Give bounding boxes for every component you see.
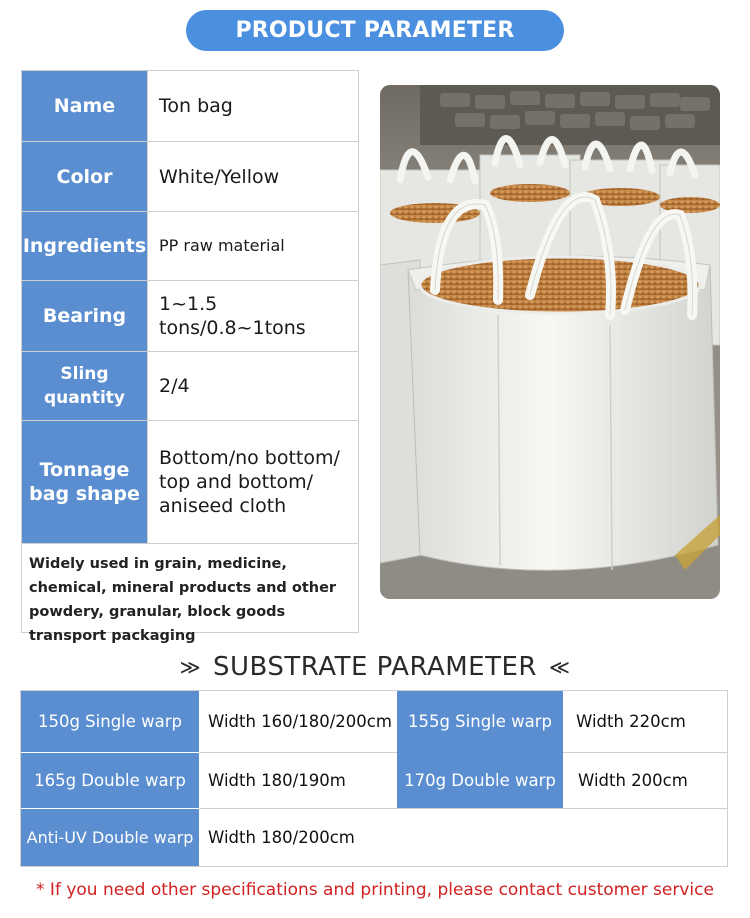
substrate-label: Anti-UV Double warp: [21, 809, 199, 866]
contact-footnote: * If you need other specifications and printing, please contact customer service: [36, 880, 714, 900]
row-value-color: White/Yellow: [159, 165, 280, 188]
divider: [563, 752, 727, 753]
chevron-left-double-icon: ≪: [549, 655, 571, 679]
substrate-value: Width 200cm: [578, 771, 688, 790]
row-value-bag-shape: Bottom/no bottom/ top and bottom/ aniseed cloth: [159, 447, 340, 517]
divider: [199, 808, 727, 809]
table-row: [22, 352, 358, 421]
ton-bag-photo: [380, 85, 720, 599]
substrate-value: Width 180/190m: [208, 771, 346, 790]
row-label-bag-shape: Tonnage bag shape: [22, 421, 148, 543]
table-row: [22, 71, 358, 142]
substrate-value: Width 180/200cm: [208, 828, 355, 847]
substrate-title: [0, 647, 750, 687]
substrate-label: 170g Double warp: [397, 751, 563, 809]
substrate-table: [20, 690, 728, 867]
chevron-right-double-icon: ≫: [179, 655, 201, 679]
substrate-value: Width 160/180/200cm: [208, 712, 392, 731]
row-label-ingredients: Ingredients: [22, 212, 148, 280]
row-label-sling-quantity: Sling quantity: [22, 352, 148, 420]
row-value-ingredients: PP raw material: [159, 236, 285, 255]
product-parameter-table: [21, 70, 359, 644]
row-label-name: Name: [22, 71, 148, 141]
substrate-value: Width 220cm: [576, 711, 686, 731]
divider: [199, 752, 397, 753]
substrate-label: 150g Single warp: [21, 691, 199, 752]
row-value-sling-quantity: 2/4: [159, 375, 190, 397]
row-label-bearing: Bearing: [22, 281, 148, 351]
substrate-label: 165g Double warp: [21, 753, 199, 808]
row-value-bearing: 1~1.5 tons/0.8~1tons: [159, 293, 306, 339]
substrate-title-text: SUBSTRATE PARAMETER: [213, 652, 537, 682]
row-value-name: Ton bag: [159, 95, 233, 117]
usage-note: Widely used in grain, medicine, chemical, mineral products and other powdery, granular, block goods transport packaging: [29, 556, 337, 644]
table-row: [22, 212, 358, 281]
table-row: [22, 142, 358, 212]
table-row: [22, 281, 358, 352]
row-label-color: Color: [22, 142, 148, 211]
table-row: [22, 421, 358, 544]
substrate-label: 155g Single warp: [397, 691, 563, 751]
page-title: PRODUCT PARAMETER: [186, 10, 564, 51]
